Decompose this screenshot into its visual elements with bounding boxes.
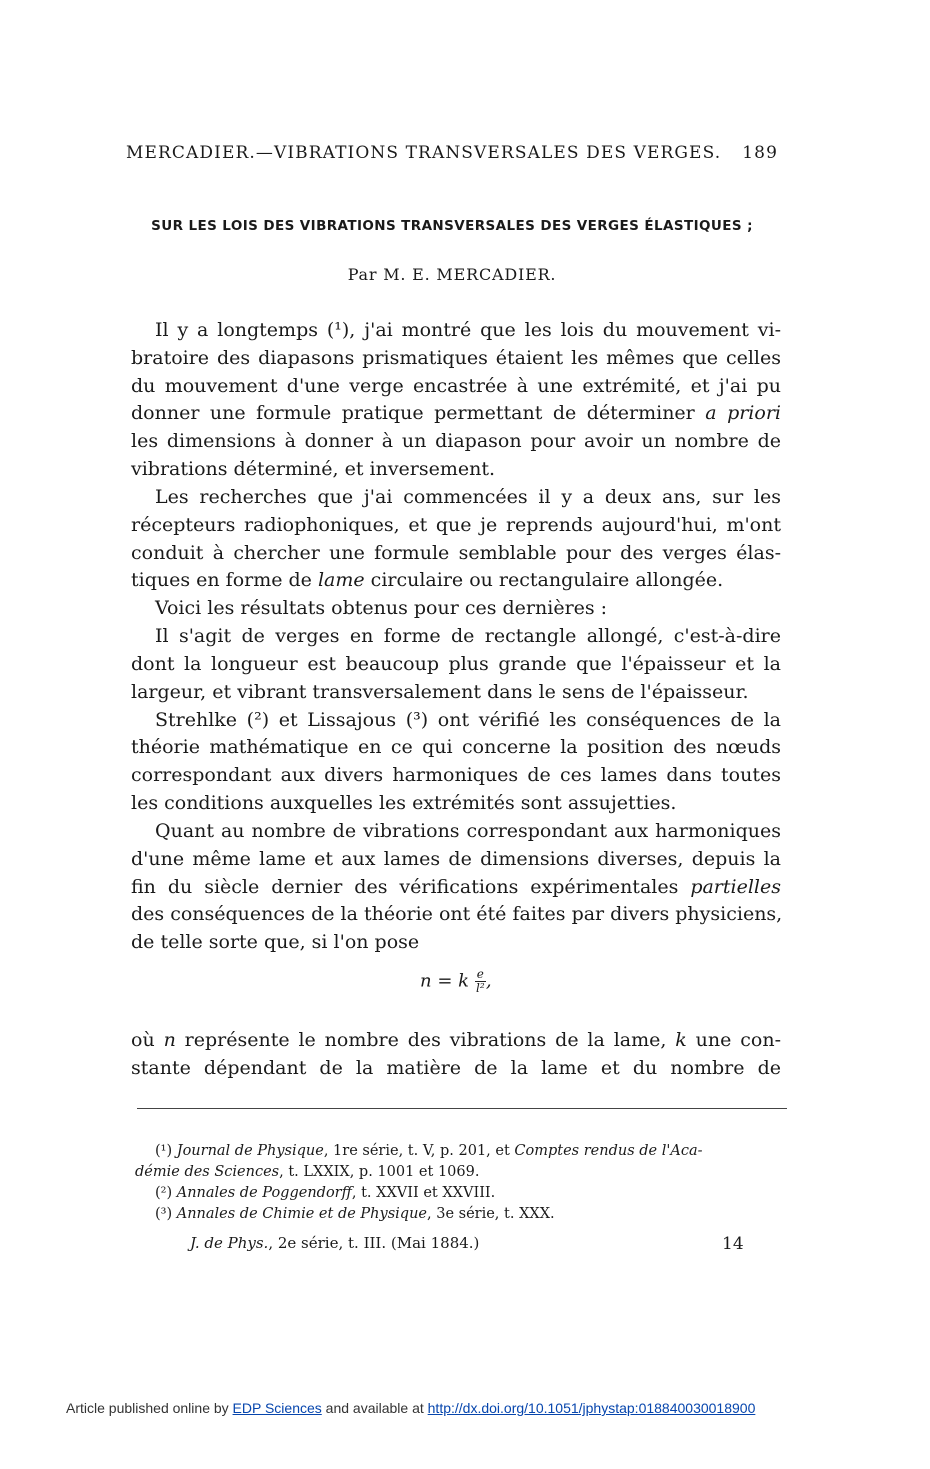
body-line: les dimensions à donner à un diapason pour avoir un nombre de: [131, 430, 781, 452]
footnote-text: , 1re série, t. V, p. 201, et: [323, 1143, 515, 1159]
page-number: 189: [742, 143, 778, 163]
body-line: de telle sorte que, si l'on pose: [131, 931, 420, 953]
body-line: Quant au nombre de vibrations correspondant aux harmoniques: [155, 820, 781, 842]
formula-lhs: n = k: [420, 970, 470, 992]
body-line: [131, 399, 781, 427]
article-author: Par M. E. MERCADIER.: [347, 265, 557, 284]
body-text: représente le nombre des vibrations de la lame,: [175, 1029, 676, 1051]
body-italic: lame: [317, 569, 365, 591]
body-line: d'une même lame et aux lames de dimensions diverses, depuis la: [131, 848, 781, 870]
footnote-rule: [137, 1108, 787, 1109]
body-line: Il s'agit de verges en forme de rectangle allongé, c'est-à-dire: [155, 625, 781, 647]
body-italic: partielles: [690, 876, 781, 898]
footnote-3: [155, 1204, 787, 1224]
body-line: Les recherches que j'ai commencées il y a deux ans, sur les: [155, 486, 781, 508]
body-line: Il y a longtemps (¹), j'ai montré que les lois du mouvement vi-: [155, 319, 781, 341]
body-text: une con-: [686, 1029, 781, 1051]
body-line: vibrations déterminé, et inversement.: [131, 458, 496, 480]
body-line: correspondant aux divers harmoniques de ces lames dans toutes: [131, 764, 781, 786]
footnote-mark: (³): [155, 1206, 173, 1222]
body-line: les conditions auxquelles les extrémités sont assujetties.: [131, 792, 677, 814]
footnote-source: démie des Sciences: [135, 1164, 280, 1180]
formula: [420, 968, 492, 995]
body-line: [131, 1026, 781, 1054]
formula-fraction: [475, 968, 486, 995]
footnote-2: [155, 1183, 787, 1203]
footer-middle: and available at: [321, 1400, 428, 1416]
body-line: bratoire des diapasons prismatiques étaient les mêmes que celles: [131, 347, 781, 369]
journal-name: J. de Phys.: [190, 1234, 269, 1252]
formula-numerator: e: [476, 967, 484, 981]
article-title: SUR LES LOIS DES VIBRATIONS TRANSVERSALES DES VERGES ÉLASTIQUES ;: [151, 218, 753, 234]
body-italic: k: [675, 1029, 687, 1051]
journal-details: , 2e série, t. III. (Mai 1884.): [268, 1234, 480, 1252]
footnote-mark: (²): [155, 1185, 173, 1201]
body-line: théorie mathématique en ce qui concerne la position des nœuds: [131, 736, 781, 758]
doi-link[interactable]: http://dx.doi.org/10.1051/jphystap:018840030018900: [427, 1400, 756, 1416]
body-line: Strehlke (²) et Lissajous (³) ont vérifié les conséquences de la: [155, 709, 781, 731]
footer-prefix: Article published online by: [66, 1400, 233, 1416]
body-line: stante dépendant de la matière de la lame et du nombre de: [131, 1057, 781, 1079]
formula-denominator: l²: [475, 981, 485, 995]
formula-tail: ,: [485, 970, 492, 992]
body-text: donner une formule pratique permettant de déterminer: [131, 402, 706, 424]
footnote-mark: (¹): [155, 1143, 173, 1159]
body-line: du mouvement d'une verge encastrée à une extrémité, et j'ai pu: [131, 375, 781, 397]
body-line: des conséquences de la théorie ont été faites par divers physiciens,: [131, 903, 783, 925]
footnote-source: Annales de Chimie et de Physique: [176, 1206, 427, 1222]
footnote-1-continued: [135, 1162, 787, 1182]
body-line: [131, 873, 781, 901]
body-italic: n: [163, 1029, 176, 1051]
footnote-source: Annales de Poggendorff: [176, 1185, 352, 1201]
body-line: Voici les résultats obtenus pour ces dernières :: [155, 597, 608, 619]
running-header: [126, 143, 778, 163]
publisher-link[interactable]: EDP Sciences: [232, 1400, 322, 1416]
body-line: [131, 566, 781, 594]
footnote-1: [155, 1141, 787, 1161]
running-title: MERCADIER.—VIBRATIONS TRANSVERSALES DES VERGES.: [126, 143, 722, 163]
body-text: fin du siècle dernier des vérifications expérimentales: [131, 876, 691, 898]
body-line: conduit à chercher une formule semblable pour des verges élas-: [131, 542, 781, 564]
body-italic: a priori: [705, 402, 781, 424]
footnote-source: Comptes rendus de l'Aca-: [514, 1143, 703, 1159]
footnote-text: , 3e série, t. XXX.: [427, 1206, 555, 1222]
body-text: où: [131, 1029, 164, 1051]
body-text: tiques en forme de: [131, 569, 318, 591]
signature-mark: 14: [722, 1234, 744, 1254]
body-line: largeur, et vibrant transversalement dans le sens de l'épaisseur.: [131, 681, 749, 703]
journal-reference: [190, 1234, 479, 1252]
publication-footer: [66, 1400, 755, 1416]
body-line: récepteurs radiophoniques, et que je reprends aujourd'hui, m'ont: [131, 514, 781, 536]
footnote-source: Journal de Physique: [176, 1143, 324, 1159]
footnote-text: , t. XXVII et XXVIII.: [351, 1185, 496, 1201]
body-text: circulaire ou rectangulaire allongée.: [364, 569, 724, 591]
body-line: dont la longueur est beaucoup plus grande que l'épaisseur et la: [131, 653, 781, 675]
footnote-text: , t. LXXIX, p. 1001 et 1069.: [279, 1164, 480, 1180]
